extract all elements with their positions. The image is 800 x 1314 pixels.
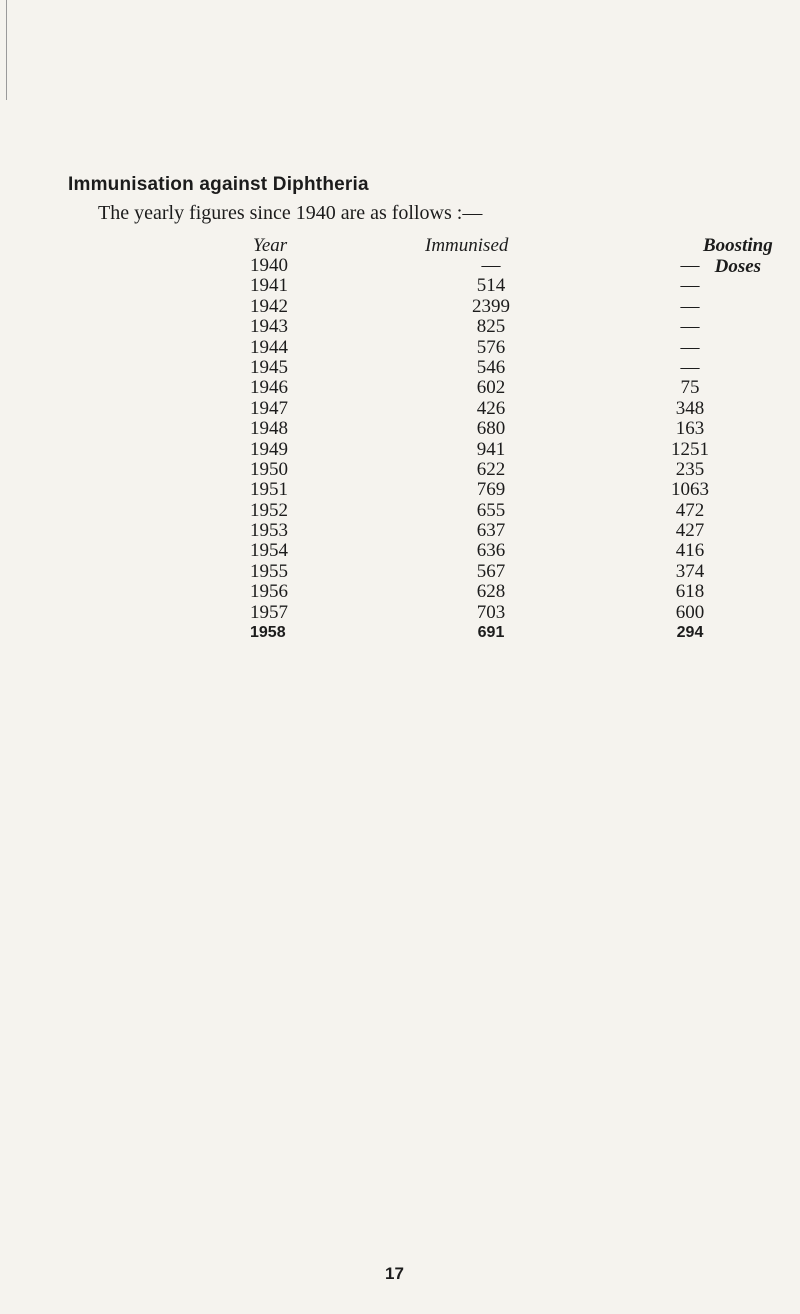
boosting-doses-cell: 294: [676, 624, 704, 642]
intro-text: The yearly figures since 1940 are as follows :—: [98, 202, 483, 224]
table-row: [0, 338, 800, 358]
immunised-cell: 426: [476, 397, 506, 419]
table-row: [0, 541, 800, 561]
year-cell: 1946: [250, 377, 288, 399]
table-row: [0, 358, 800, 378]
boosting-doses-cell: —: [680, 275, 700, 297]
table-row: [0, 501, 800, 521]
year-cell: 1954: [250, 540, 288, 562]
year-cell: 1956: [250, 581, 288, 603]
table-row: [0, 256, 800, 276]
year-cell: 1947: [250, 397, 288, 419]
immunised-cell: 655: [476, 499, 506, 521]
year-cell: 1940: [250, 255, 288, 276]
immunised-cell: 628: [476, 581, 506, 603]
page-number: 17: [385, 1264, 404, 1283]
table-row: [0, 582, 800, 602]
boosting-doses-cell: 472: [675, 499, 705, 521]
immunised-cell: 691: [477, 624, 505, 642]
boosting-doses-cell: —: [680, 295, 700, 317]
immunised-cell: 2399: [472, 295, 510, 317]
table-row: [0, 399, 800, 419]
boosting-doses-cell: 427: [675, 520, 705, 542]
table-row: [0, 562, 800, 582]
boosting-doses-cell: 1063: [671, 479, 709, 501]
table-row: [0, 440, 800, 460]
year-cell: 1948: [250, 418, 288, 440]
boosting-doses-cell: 600: [675, 601, 705, 623]
boosting-doses-cell: 618: [675, 581, 705, 603]
boosting-doses-cell: 163: [675, 418, 705, 440]
immunised-cell: 602: [476, 377, 506, 399]
year-cell: 1958: [250, 624, 286, 642]
boosting-doses-cell: 75: [680, 377, 700, 399]
immunised-cell: 637: [476, 520, 506, 542]
boosting-doses-cell: —: [680, 356, 700, 378]
column-header-boosting-line2: Doses: [714, 256, 762, 277]
year-cell: 1949: [250, 438, 288, 460]
column-header-year: Year: [253, 235, 288, 256]
column-header-immunised: Immunised: [425, 235, 509, 256]
immunised-cell: 680: [476, 418, 506, 440]
immunisation-table: [0, 256, 800, 643]
year-cell: 1943: [250, 316, 288, 338]
immunised-cell: 546: [476, 356, 506, 378]
table-row: [0, 521, 800, 541]
immunised-cell: 941: [476, 438, 506, 460]
page-edge-line: [6, 0, 7, 100]
table-row: [0, 623, 800, 643]
table-row: [0, 317, 800, 337]
year-cell: 1953: [250, 520, 288, 542]
year-cell: 1945: [250, 356, 288, 378]
boosting-doses-cell: 1251: [671, 438, 709, 460]
year-cell: 1942: [250, 295, 288, 317]
immunised-cell: 567: [476, 560, 506, 582]
year-cell: 1952: [250, 499, 288, 521]
year-cell: 1955: [250, 560, 288, 582]
boosting-doses-cell: —: [680, 316, 700, 338]
boosting-doses-cell: —: [680, 255, 700, 276]
year-cell: 1951: [250, 479, 288, 501]
table-row: [0, 460, 800, 480]
boosting-doses-cell: 416: [675, 540, 705, 562]
immunised-cell: 622: [476, 458, 506, 480]
table-row: [0, 480, 800, 500]
table-row: [0, 378, 800, 398]
immunised-cell: 514: [476, 275, 506, 297]
immunised-cell: —: [481, 255, 501, 276]
table-row: [0, 603, 800, 623]
year-cell: 1944: [250, 336, 288, 358]
immunised-cell: 769: [476, 479, 506, 501]
column-header-boosting-line1: Boosting: [703, 235, 773, 256]
immunised-cell: 576: [476, 336, 506, 358]
table-row: [0, 297, 800, 317]
table-row: [0, 276, 800, 296]
boosting-doses-cell: 348: [675, 397, 705, 419]
boosting-doses-cell: 374: [675, 560, 705, 582]
year-cell: 1950: [250, 458, 288, 480]
section-heading: Immunisation against Diphtheria: [68, 174, 369, 195]
immunised-cell: 703: [476, 601, 506, 623]
table-row: [0, 419, 800, 439]
immunised-cell: 825: [476, 316, 506, 338]
year-cell: 1957: [250, 601, 288, 623]
boosting-doses-cell: 235: [675, 458, 705, 480]
year-cell: 1941: [250, 275, 288, 297]
boosting-doses-cell: —: [680, 336, 700, 358]
immunised-cell: 636: [476, 540, 506, 562]
